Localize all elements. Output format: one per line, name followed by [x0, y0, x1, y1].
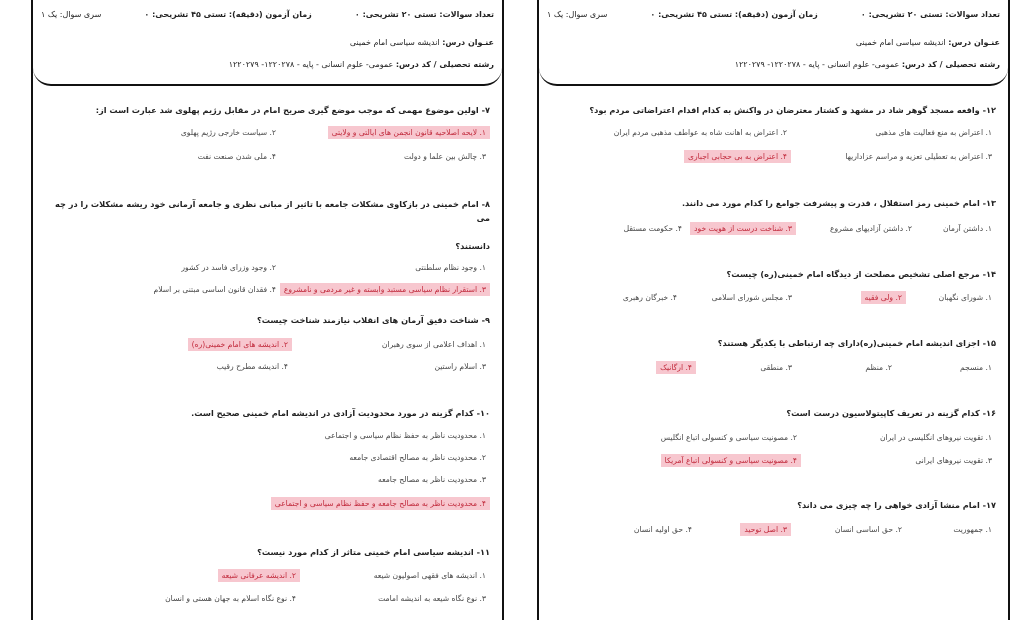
answer-option-4: ۴. فقدان قانون اساسی مبتنی بر اسلام — [153, 285, 276, 294]
answer-option-2: ۲. مصونیت سیاسی و کنسولی اتباع انگلیس — [660, 433, 797, 442]
answer-option-1: ۱. اهداف اعلامی از سوی رهبران — [381, 340, 486, 349]
question-text: ۱۷- امام منشا آزادی خواهی را چه چیزی می داند؟ — [797, 500, 996, 510]
field-value: عمومی- علوم انسانی - پایه - ۱۲۲۰۲۷۸- ۱۲۲۰۲۷۹ — [228, 60, 394, 69]
subject-label: عنـوان درس: — [442, 38, 494, 47]
answer-option-2: ۲. داشتن آزادیهای مشروع — [829, 224, 912, 233]
answer-option-3-highlighted: ۳. شناخت درست از هویت خود — [690, 222, 796, 235]
question-12 — [551, 103, 996, 161]
answer-option-4-highlighted: ۴. محدودیت ناظر به مصالح جامعه و حفظ نظام سیاسی و اجتماعی — [271, 497, 490, 510]
field-label: رشته تحصیلی / کد درس: — [395, 60, 494, 69]
answer-option-1: ۱. داشتن آرمان — [943, 224, 992, 233]
sheet-header — [539, 0, 1008, 86]
question-text: ۱۳- امام خمینی رمز استقلال ، قدرت و پیشرفت جوامع را کدام مورد می دانند. — [681, 198, 996, 208]
answer-option-4: ۴. نوع نگاه اسلام به جهان هستی و انسان — [165, 594, 296, 603]
answer-option-2-highlighted: ۲. اندیشه عرفانی شیعه — [218, 569, 300, 582]
answer-option-4-highlighted: ۴. مصونیت سیاسی و کنسولی اتباع آمریکا — [661, 454, 801, 467]
answer-option-1: ۱. جمهوریت — [953, 525, 992, 534]
question-text: ۱۶- کدام گزینه در تعریف کاپیتولاسیون درست است؟ — [786, 408, 996, 418]
answer-option-2-highlighted: ۲. اندیشه های امام خمینی(ره) — [188, 338, 292, 351]
subject-value: اندیشه سیاسی امام خمینی — [855, 38, 946, 47]
question-series: سری سوال: یک ۱ — [41, 10, 102, 19]
answer-option-3: ۳. مجلس شورای اسلامی — [711, 293, 792, 302]
answer-option-1: ۱. تقویت نیروهای انگلیسی در ایران — [879, 433, 992, 442]
answer-option-2: ۲. اعتراض به اهانت شاه به عواطف مذهبی مردم ایران — [613, 128, 787, 137]
question-count: تعداد سوالات: تستی ۲۰ تشریحی: ۰ — [860, 10, 1000, 19]
answer-option-3: ۳. اسلام راستین — [434, 362, 486, 371]
question-text: ۱۴- مرجع اصلی تشخیص مصلحت از دیدگاه امام خمینی(ره) چیست؟ — [726, 269, 996, 279]
question-13 — [551, 196, 996, 233]
answer-option-4: ۴. ملی شدن صنعت نفت — [197, 152, 276, 161]
question-text: ۱۰- کدام گزینه در مورد محدودیت آزادی در اندیشه امام خمینی صحیح است. — [191, 408, 490, 418]
answer-option-1: ۱. منسجم — [959, 363, 992, 372]
question-count: تعداد سوالات: تستی ۲۰ تشریحی: ۰ — [354, 10, 494, 19]
question-text: ۸- امام خمینی در بازکاوی مشکلات جامعه با تاثیر از مبانی نظری و جامعه آرمانی خود ریشه مشکلات را در چه می — [55, 199, 490, 223]
question-text: ۱۲- واقعه مسجد گوهر شاد در مشهد و کشتار معترضان در واکنش به کدام اقدام اعتراضاتی مردم بود؟ — [589, 105, 996, 115]
answer-option-3: ۳. نوع نگاه شیعه به اندیشه امامت — [378, 594, 486, 603]
answer-option-4: ۴. حق اولیه انسان — [633, 525, 692, 534]
question-text: ۷- اولین موضوع مهمی که موجب موضع گیری صریح امام در مقابل رژیم پهلوی شد عبارت است از: — [95, 105, 490, 115]
answer-option-1: ۱. اندیشه های فقهی اصولیون شیعه — [373, 571, 486, 580]
field-label: رشته تحصیلی / کد درس: — [901, 60, 1000, 69]
question-17 — [551, 498, 996, 534]
answer-option-1: ۱. محدودیت ناظر به حفظ نظام سیاسی و اجتماعی — [324, 431, 486, 440]
answer-option-4: ۴. خبرگان رهبری — [622, 293, 677, 302]
question-9 — [45, 313, 490, 371]
question-series: سری سوال: یک ۱ — [547, 10, 608, 19]
exam-sheet-right — [537, 0, 1010, 620]
question-14 — [551, 267, 996, 302]
answer-option-2: ۲. محدودیت ناظر به مصالح اقتصادی جامعه — [349, 453, 486, 462]
answer-option-3: ۳. اعتراض به تعطیلی تعزیه و مراسم عزاداریها — [845, 152, 992, 161]
question-text: ۱۵- اجزای اندیشه امام خمینی(ره)دارای چه ارتباطی با یکدیگر هستند؟ — [717, 338, 996, 348]
question-16 — [551, 406, 996, 465]
exam-time: زمان آزمون (دقیقه): تستی ۴۵ تشریحی: ۰ — [144, 10, 312, 19]
field-value: عمومی- علوم انسانی - پایه - ۱۲۲۰۲۷۸- ۱۲۲۰۲۷۹ — [734, 60, 900, 69]
answer-option-3: ۳. محدودیت ناظر به مصالح جامعه — [378, 475, 486, 484]
question-text-cont: دانستند؟ — [455, 241, 490, 251]
question-11 — [45, 545, 490, 603]
answer-option-3-highlighted: ۳. اصل توحید — [740, 523, 791, 536]
answer-option-2-highlighted: ۲. ولی فقیه — [861, 291, 906, 304]
subject-value: اندیشه سیاسی امام خمینی — [349, 38, 440, 47]
question-text: ۹- شناخت دقیق آرمان های انقلاب نیازمند شناخت چیست؟ — [256, 315, 490, 325]
question-15 — [551, 336, 996, 372]
answer-option-2: ۲. وجود وزرای فاسد در کشور — [181, 263, 276, 272]
answer-option-2: ۲. حق اساسی انسان — [834, 525, 902, 534]
exam-time: زمان آزمون (دقیقه): تستی ۴۵ تشریحی: ۰ — [650, 10, 818, 19]
answer-option-2: ۲. سیاست خارجی رژیم پهلوی — [180, 128, 276, 137]
answer-option-1: ۱. شورای نگهبان — [938, 293, 992, 302]
answer-option-4-highlighted: ۴. اعتراض به بی حجابی اجباری — [684, 150, 791, 163]
answer-option-3-highlighted: ۳. استقرار نظام سیاسی مستبد وابسته و غیر مردمی و نامشروع — [280, 283, 490, 296]
answer-option-4: ۴. اندیشه مطرح رقیب — [216, 362, 288, 371]
sheet-header — [33, 0, 502, 86]
answer-option-3: ۳. چالش بین علما و دولت — [403, 152, 486, 161]
answer-option-2: ۲. منظم — [865, 363, 892, 372]
question-7 — [45, 103, 490, 161]
answer-option-1: ۱. وجود نظام سلطنتی — [415, 263, 486, 272]
answer-option-1-highlighted: ۱. لایحه اصلاحیه قانون انجمن های ایالتی و ولایتی — [328, 126, 490, 139]
answer-option-1: ۱. اعتراض به منع فعالیت های مذهبی — [875, 128, 992, 137]
answer-option-4: ۴. حکومت مستقل — [623, 224, 682, 233]
question-text: ۱۱- اندیشه سیاسی امام خمینی متاثر از کدام مورد نیست؟ — [257, 547, 490, 557]
subject-label: عنـوان درس: — [948, 38, 1000, 47]
answer-option-3: ۳. تقویت نیروهای ایرانی — [915, 456, 992, 465]
answer-option-3: ۳. منطقی — [760, 363, 792, 372]
question-10 — [45, 406, 490, 508]
question-8 — [45, 197, 490, 294]
answer-option-4-highlighted: ۴. ارگانیک — [656, 361, 696, 374]
exam-sheet-left — [31, 0, 504, 620]
